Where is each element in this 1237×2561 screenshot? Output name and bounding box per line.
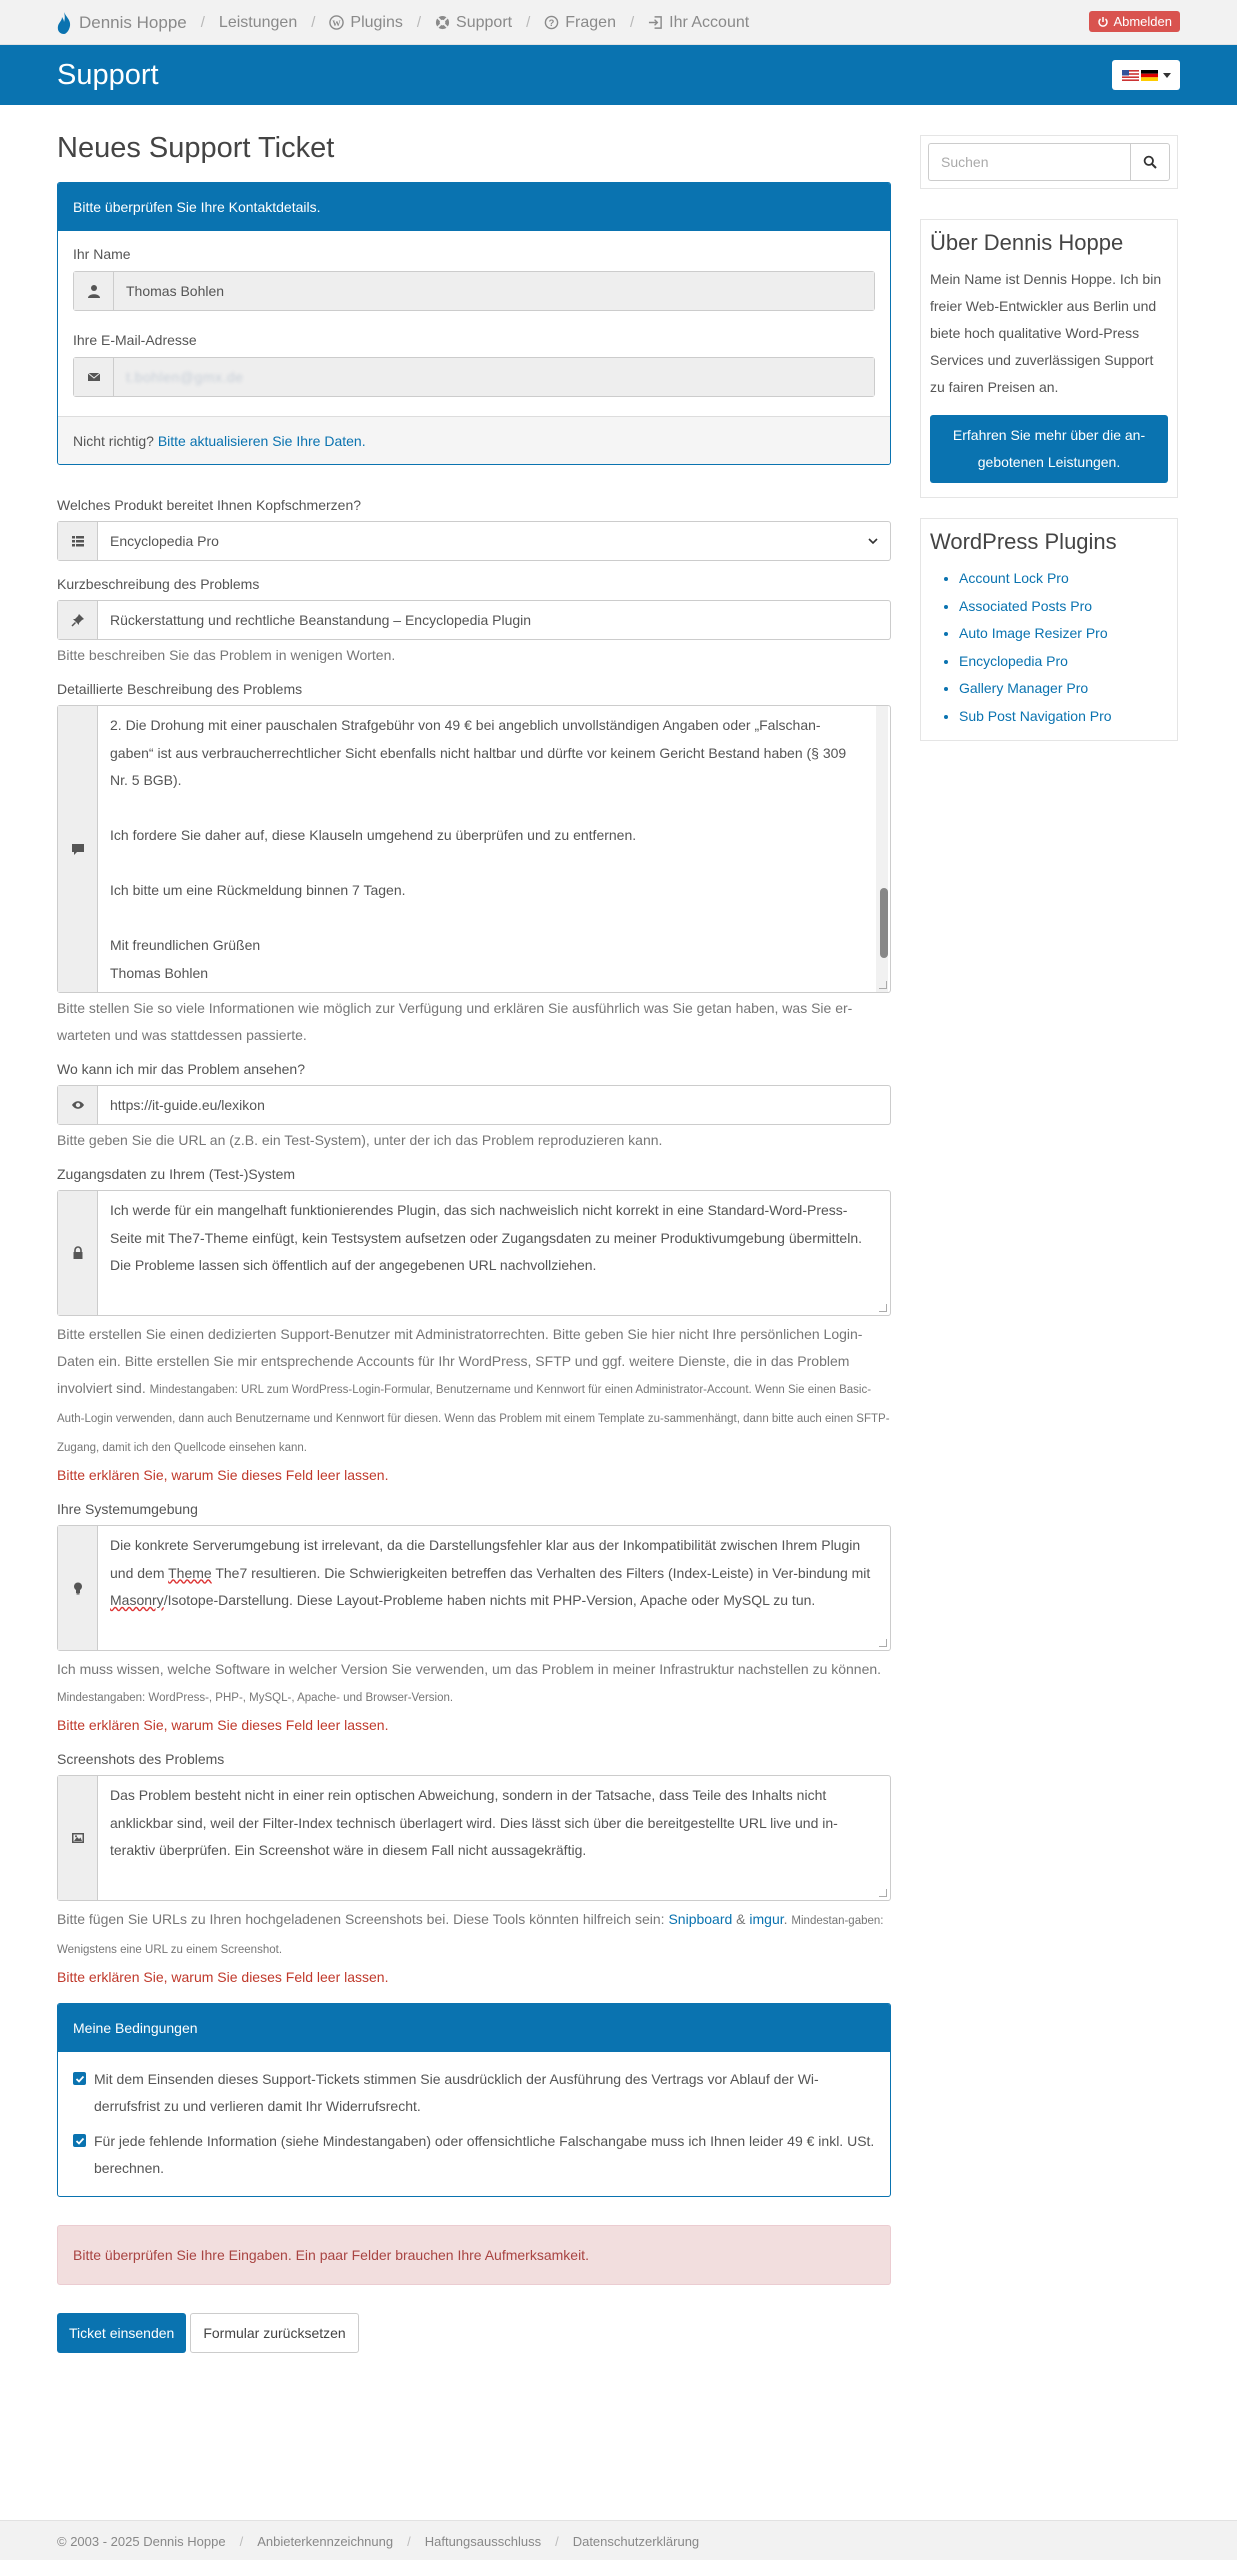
details-text [98, 706, 890, 992]
summary-help: Bitte beschreiben Sie das Problem in wenigen Worten. [57, 647, 396, 663]
details-line: Ich bitte um eine Rückmeldung binnen 7 Tagen. [110, 882, 406, 898]
nav-label: Leistungen [218, 13, 298, 31]
nav-label: Fragen [565, 13, 616, 31]
eye-icon [58, 1086, 98, 1124]
check-icon [75, 2074, 85, 2084]
comment-icon [58, 706, 98, 992]
email-label: Ihre E-Mail-Adresse [73, 332, 197, 348]
name-label: Ihr Name [73, 246, 131, 262]
main-content [57, 105, 891, 2353]
system-text-wrap [98, 1526, 890, 1650]
details-line: Ich fordere Sie daher auf, diese Klauseln umgehend zu überprüfen und zu entfernen. [110, 827, 637, 843]
checkbox-checked[interactable] [73, 2072, 86, 2085]
caret-down-icon [1163, 73, 1171, 78]
pushpin-icon [58, 601, 98, 639]
chevron-down-icon [868, 536, 878, 546]
access-text-wrap [98, 1191, 890, 1315]
checkbox-checked[interactable] [73, 2134, 86, 2147]
access-error: Bitte erklären Sie, warum Sie dieses Feld leer lassen. [57, 1467, 389, 1483]
system-value-masonry: Masonry [110, 1592, 164, 1608]
search-input[interactable]: Suchen [928, 143, 1130, 181]
page-title: Support [57, 59, 159, 91]
screenshots-textarea[interactable] [57, 1775, 891, 1901]
system-textarea[interactable] [57, 1525, 891, 1651]
url-value: https://it-guide.eu/lexikon [110, 1097, 265, 1113]
url-label: Wo kann ich mir das Problem ansehen? [57, 1061, 305, 1077]
screenshots-error: Bitte erklären Sie, warum Sie dieses Feld leer lassen. [57, 1969, 389, 1985]
plugin-link[interactable]: • Account Lock Pro [959, 565, 1168, 593]
details-line: Mit freundlichen Grüßen [110, 937, 261, 953]
access-help-wrap [57, 1321, 891, 1462]
contact-panel-footer [58, 416, 890, 464]
nav-item-leistungen[interactable] [219, 14, 297, 32]
url-help: Bitte geben Sie die URL an (z.B. ein Test-System), unter der ich das Problem reproduzieren kann. [57, 1132, 663, 1148]
access-textarea[interactable] [57, 1190, 891, 1316]
system-value-theme: Theme [168, 1564, 212, 1581]
terms-panel-heading: Meine Bedingungen [58, 2004, 890, 2052]
product-select[interactable] [57, 521, 891, 561]
nav-label: Plugins [350, 13, 403, 31]
plugins-title: WordPress Plugins [930, 529, 1117, 554]
sidebar [920, 135, 1178, 741]
plugins-widget [920, 518, 1178, 741]
footer-separator: / [555, 2533, 559, 2549]
resize-grip-icon[interactable] [879, 1639, 887, 1647]
footer-link-privacy[interactable]: Datenschutzerklärung [572, 2533, 700, 2549]
top-navbar [0, 0, 1237, 45]
nav-item-plugins[interactable] [329, 14, 402, 32]
system-help: Ich muss wissen, welche Software in welcher Version Sie verwenden, um das Problem in meiner Infrastruktur nachstellen zu können. [57, 1661, 882, 1677]
lightbulb-icon [58, 1526, 98, 1650]
screenshots-help-wrap: Bitte fügen Sie URLs zu Ihren hochgeladenen Screenshots bei. Diese Tools könnten hilfreich sein: Snipboard & imgur. Mindestan-gaben: Wenigstens eine URL zu einem Screenshot. [57, 1911, 884, 1956]
about-text: Mein Name ist Dennis Hoppe. Ich bin freier Web-Entwickler aus Berlin und biete hoch qualitative Word-Press Services und zuverlässigen Support zu fairen Preisen an. [930, 271, 1162, 395]
screenshots-label: Screenshots des Problems [57, 1751, 225, 1767]
page-header [0, 45, 1237, 105]
logout-label: Abmelden [1113, 14, 1172, 29]
form-buttons [57, 2313, 891, 2353]
url-field[interactable] [57, 1085, 891, 1125]
resize-grip-icon[interactable] [879, 981, 887, 989]
details-scroll-thumb[interactable] [880, 888, 888, 958]
list-icon [58, 522, 98, 560]
lifebuoy-icon [435, 15, 450, 30]
us-flag-icon [1122, 70, 1139, 81]
nav-label: Ihr Account [669, 13, 750, 31]
about-widget [920, 219, 1178, 498]
summary-value: Rückerstattung und rechtliche Beanstandung – Encyclopedia Plugin [110, 612, 532, 628]
user-icon [74, 272, 114, 310]
language-selector[interactable] [1112, 60, 1180, 90]
plugin-link[interactable]: • Associated Posts Pro [959, 593, 1168, 621]
footer-separator: / [239, 2533, 244, 2549]
plugins-list [959, 565, 1168, 730]
envelope-icon [74, 358, 114, 396]
plugin-link[interactable]: • Sub Post Navigation Pro [959, 703, 1168, 731]
email-field[interactable] [73, 357, 875, 397]
access-help: Bitte erstellen Sie einen dedizierten Support-Benutzer mit Administratorrechten. Bitte geben Sie hier nicht Ihre persönlichen Login-Daten ein. Bitte erstellen Sie mir entsprechende Accounts für Ihr WordPress, SFTP und ggf. weitere Dienste, die in das Problem involviert sind. [57, 1326, 863, 1396]
brand-link[interactable] [57, 12, 187, 34]
german-flag-icon [1141, 70, 1158, 81]
contact-panel [57, 182, 891, 465]
terms-checkbox-row[interactable] [73, 2128, 875, 2182]
terms-item-text: Für jede fehlende Information (siehe Mindestangaben) oder offensichtliche Falschangabe muss ich Ihnen leider 49 € inkl. USt. berechnen. [94, 2133, 875, 2176]
brand-name: Dennis Hoppe [79, 12, 187, 32]
screenshots-value: Das Problem besteht nicht in einer rein optischen Abweichung, sondern in der Tatsache, dass Teile des Inhalts nicht anklickbar sind, weil der Filter-Index technisch überlagert wird. Dies lässt sich über die bereitgestellte URL live und in-teraktiv überprüfen. Ein Screenshot wäre in diesem Fall nicht aussagekräftig. [110, 1787, 838, 1858]
picture-icon [58, 1776, 98, 1900]
svg-text:?: ? [548, 17, 555, 28]
product-value: Encyclopedia Pro [110, 533, 219, 549]
nav-separator: / [416, 14, 422, 31]
terms-checkbox-row[interactable] [73, 2066, 875, 2120]
about-title: Über Dennis Hoppe [930, 230, 1124, 255]
terms-panel-body [58, 2052, 890, 2196]
system-value-c: /Isotope-Darstellung. Diese Layout-Probleme haben nichts mit PHP-Version, Apache oder MySQL zu tun. [163, 1592, 816, 1608]
power-icon [1097, 16, 1109, 28]
summary-field[interactable] [57, 600, 891, 640]
snipboard-link[interactable]: Snipboard [668, 1911, 733, 1927]
search-button[interactable] [1130, 143, 1170, 181]
logout-button[interactable] [1089, 11, 1180, 32]
name-value: Thomas Bohlen [114, 272, 874, 310]
check-icon [75, 2136, 85, 2146]
system-help-wrap [57, 1656, 891, 1712]
imgur-link[interactable]: imgur [749, 1911, 784, 1927]
contact-panel-heading: Bitte überprüfen Sie Ihre Kontaktdetails. [58, 183, 890, 231]
terms-panel [57, 2003, 891, 2197]
flame-icon [57, 12, 71, 34]
reset-form-button[interactable]: Formular zurücksetzen [190, 2313, 358, 2353]
nav-separator: / [311, 14, 316, 31]
screenshots-text-wrap [98, 1776, 890, 1900]
system-value-b: The7 resultieren. Die Schwierigkeiten betreffen das Verhalten des Filters (Index-Leiste) in Ver-bindung mit [211, 1564, 871, 1581]
footer-separator: / [407, 2533, 411, 2549]
wordpress-icon [329, 15, 344, 30]
search-widget [920, 135, 1178, 189]
nav-item-fragen[interactable] [544, 14, 616, 32]
system-value-a: Die konkrete Serverumgebung ist irrelevant, da die Darstellungsfehler klar aus der Inkompatibilität zwischen Ihrem Plugin und dem [110, 1537, 861, 1581]
system-label: Ihre Systemumgebung [57, 1501, 198, 1517]
nav-item-support[interactable] [435, 14, 512, 32]
resize-grip-icon[interactable] [879, 1304, 887, 1312]
screenshots-help: Bitte fügen Sie URLs zu Ihren hochgeladenen Screenshots bei. Diese Tools könnten hilfreich sein: [57, 1911, 669, 1927]
terms-item-text: Mit dem Einsenden dieses Support-Tickets stimmen Sie ausdrücklich der Ausführung des Vertrags vor Ablauf der Wi-derrufsfrist zu und verlieren damit Ihr Widerrufsrecht. [94, 2071, 819, 2114]
plugin-link[interactable]: • Encyclopedia Pro [959, 648, 1168, 676]
sign-in-icon [648, 15, 663, 30]
nav-label: Support [456, 13, 513, 31]
details-label: Detaillierte Beschreibung des Problems [57, 681, 303, 697]
details-line: 2. Die Drohung mit einer pauschalen Strafgebühr von 49 € bei angeblich unvollständigen Angaben oder „Falschan-gaben“ ist aus verbraucherrechtlicher Sicht ebenfalls nicht haltbar und dürfte vor keinem Gericht Bestand haben (§ 309 Nr. 5 BGB). [110, 717, 847, 788]
svg-text:W: W [332, 17, 342, 28]
product-label: Welches Produkt bereitet Ihnen Kopfschmerzen? [57, 497, 362, 513]
system-error: Bitte erklären Sie, warum Sie dieses Feld leer lassen. [57, 1717, 389, 1733]
plugin-link[interactable]: • Gallery Manager Pro [959, 675, 1168, 703]
access-label: Zugangsdaten zu Ihrem (Test-)System [57, 1166, 296, 1182]
access-value: Ich werde für ein mangelhaft funktionierendes Plugin, das sich nachweislich nicht korrekt in eine Standard-Word-Press-Seite mit The7-Theme einfügt, kein Testsystem aufsetzen oder Zugangsdaten zu meiner Produktivumgebung übermitteln. Die Probleme lassen sich öffentlich auf der angegebenen URL nachvollziehen. [110, 1202, 863, 1273]
resize-grip-icon[interactable] [879, 1889, 887, 1897]
product-select-body [98, 522, 890, 560]
validation-alert: Bitte überprüfen Sie Ihre Eingaben. Ein paar Felder brauchen Ihre Aufmerksamkeit. [57, 2225, 891, 2285]
nav-separator: / [629, 14, 635, 31]
access-help-small: Mindestangaben: URL zum WordPress-Login-Formular, Benutzername und Kennwort für einen Administrator-Account. Wenn Sie einen Basic-Auth-Login verwenden, dann auch Benutzername und Kennwort für diesen. Wenn das Problem mit einem Template zu-sammenhängt, dann bitte auch einen SFTP-Zugang, damit ich den Quellcode einsehen kann. [57, 1384, 890, 1454]
name-field[interactable] [73, 271, 875, 311]
amp-text: & [732, 1911, 750, 1927]
form-title: Neues Support Ticket [57, 132, 335, 164]
email-value: t.bohlen@gmx.de [126, 369, 244, 385]
update-data-link[interactable]: Bitte aktualisieren Sie Ihre Daten. [157, 433, 366, 449]
services-button[interactable]: Erfahren Sie mehr über die an-gebotenen Leistungen. [930, 415, 1168, 483]
submit-ticket-button[interactable]: Ticket einsenden [57, 2313, 186, 2353]
screenshots-help-small: Mindestan-gaben: Wenigstens eine URL zu einem Screenshot. [57, 1915, 884, 1956]
question-circle-icon [544, 15, 559, 30]
lock-icon [58, 1191, 98, 1315]
nav-separator: / [200, 14, 205, 31]
plugin-link[interactable]: • Auto Image Resizer Pro [959, 620, 1168, 648]
copyright: © 2003 - 2025 Dennis Hoppe [57, 2533, 226, 2549]
footer-link-imprint[interactable]: Anbieterkennzeichnung [257, 2533, 394, 2549]
details-help: Bitte stellen Sie so viele Informationen wie möglich zur Verfügung und erklären Sie ausführlich was Sie getan haben, was Sie er-warteten und was stattdessen passierte. [57, 1000, 853, 1043]
summary-label: Kurzbeschreibung des Problems [57, 576, 260, 592]
footer-link-disclaimer[interactable]: Haftungsausschluss [424, 2533, 542, 2549]
nav-separator: / [526, 14, 531, 31]
nav-item-account[interactable] [648, 14, 749, 32]
search-icon [1143, 155, 1157, 169]
contact-footer-text: Nicht richtig? [73, 433, 158, 449]
page-footer [0, 2520, 1237, 2560]
contact-panel-body [58, 231, 890, 397]
system-help-small: Mindestangaben: WordPress-, PHP-, MySQL-, Apache- und Browser-Version. [57, 1692, 454, 1704]
email-value-wrap [114, 358, 874, 396]
details-line: Thomas Bohlen [110, 964, 209, 981]
details-textarea[interactable] [57, 705, 891, 993]
